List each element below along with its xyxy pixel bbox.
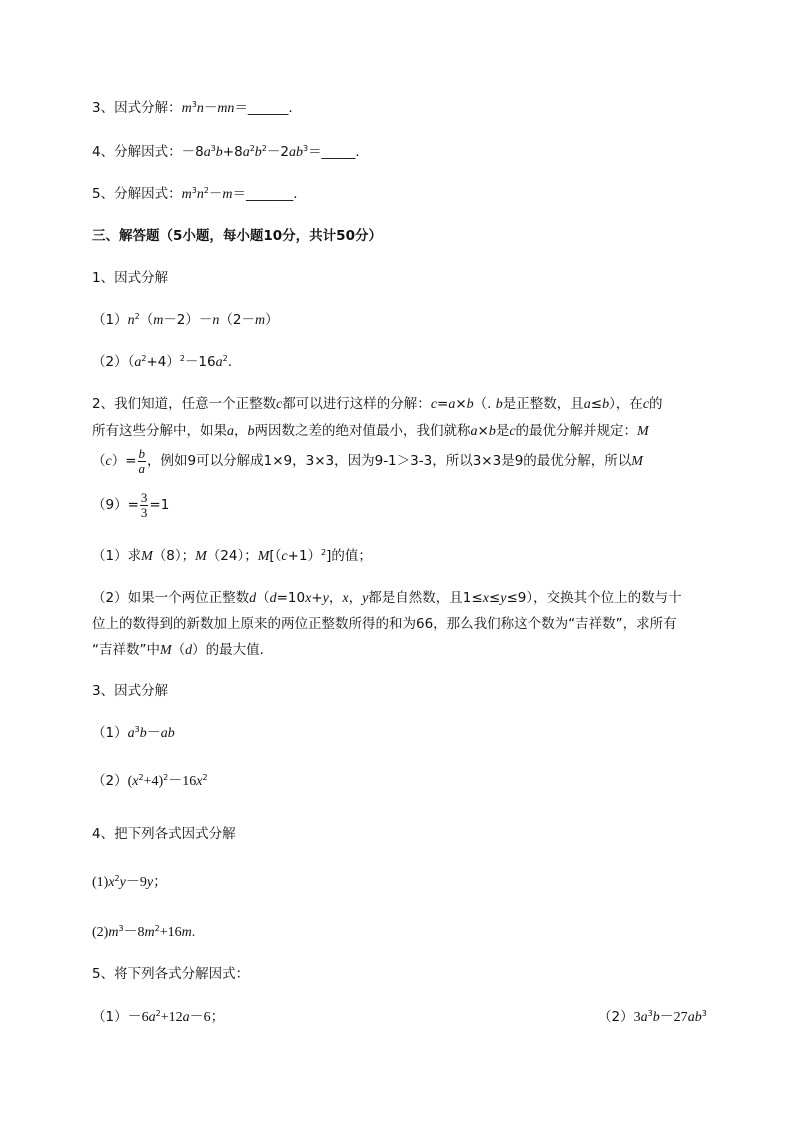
problem-4-title: 4、把下列各式因式分解 xyxy=(92,826,236,842)
problem-2-part-2-line-1: （2）如果一个两位正整数d（d=10x+y，x，y都是自然数，且1≤x≤y≤9），交换其个位上的数与十 xyxy=(92,590,682,606)
section-heading: 三、解答题（5小题，每小题10分，共计50分） xyxy=(92,228,382,244)
problem-1-title: 1、因式分解 xyxy=(92,270,169,286)
problem-5-title: 5、将下列各式分解因式： xyxy=(92,966,250,982)
problem-1-part-1: $(1)n^2(m-2)-n(2-m)$ xyxy=(92,312,279,328)
fill-question-3: 3、因式分解：$m^3n-mn=\_\_\_\_\_\_$. xyxy=(92,100,293,116)
problem-1-part-2: $(2)(a^2+4)^2-16a^2$. xyxy=(92,354,233,370)
problem-2-part-2-line-3: “吉祥数”中M（d）的最大值. xyxy=(92,642,264,658)
problem-2-part-2-line-2: 位上的数得到的新数加上原来的两位正整数所得的和为66，那么我们称这个数为“吉祥数”，求所有 xyxy=(92,616,677,632)
problem-2-line-2: 所有这些分解中，如果a，b两因数之差的绝对值最小，我们就称a×b是c的最优分解并规定：M xyxy=(92,423,649,439)
problem-4-part-2: $(2)m^3-8m^2+16m$. xyxy=(92,924,196,940)
problem-3-part-2: $(2)(x^2+4)^2-16x^2$ xyxy=(92,773,208,789)
problem-2-line-1: 2、我们知道，任意一个正整数c都可以进行这样的分解：c=a×b（. b是正整数，且a≤b），在c的 xyxy=(92,396,663,412)
problem-3-part-1: $(1)a^3b-ab$ xyxy=(92,725,175,741)
problem-2-part-1: （1）求M（8）；M（24）；$M[(c+1)^2]$的值； xyxy=(92,548,372,564)
fill-question-4: 4、分解因式：$-8a^3b+8a^2b^2-2ab^3=\_\_\_\_\_$. xyxy=(92,144,360,160)
problem-2-line-3: （c）= $\frac{b}{a}$ ，例如9可以分解成1×9，3×3，因为9-1＞3-3，所以3×3是9的最优分解，所以M xyxy=(92,445,643,476)
fraction-3-over-3: $\frac{3}{3}$ xyxy=(140,489,148,520)
problem-4-part-1: $(1)x^2y-9y$； xyxy=(92,874,168,890)
fill-question-5: 5、分解因式：$m^3n^2-m=\_\_\_\_\_\_\_$. xyxy=(92,186,298,202)
fraction-b-over-a: $\frac{b}{a}$ xyxy=(138,445,146,476)
problem-3-title: 3、因式分解 xyxy=(92,683,169,699)
problem-2-line-4: （9）= $\frac{3}{3}$ =1 xyxy=(92,489,170,520)
problem-5-part-1: $(1)-6a^2+12a-6$； xyxy=(92,1009,225,1025)
problem-5-part-2: $(2)3a^3b-27ab^3$ xyxy=(598,1009,707,1025)
